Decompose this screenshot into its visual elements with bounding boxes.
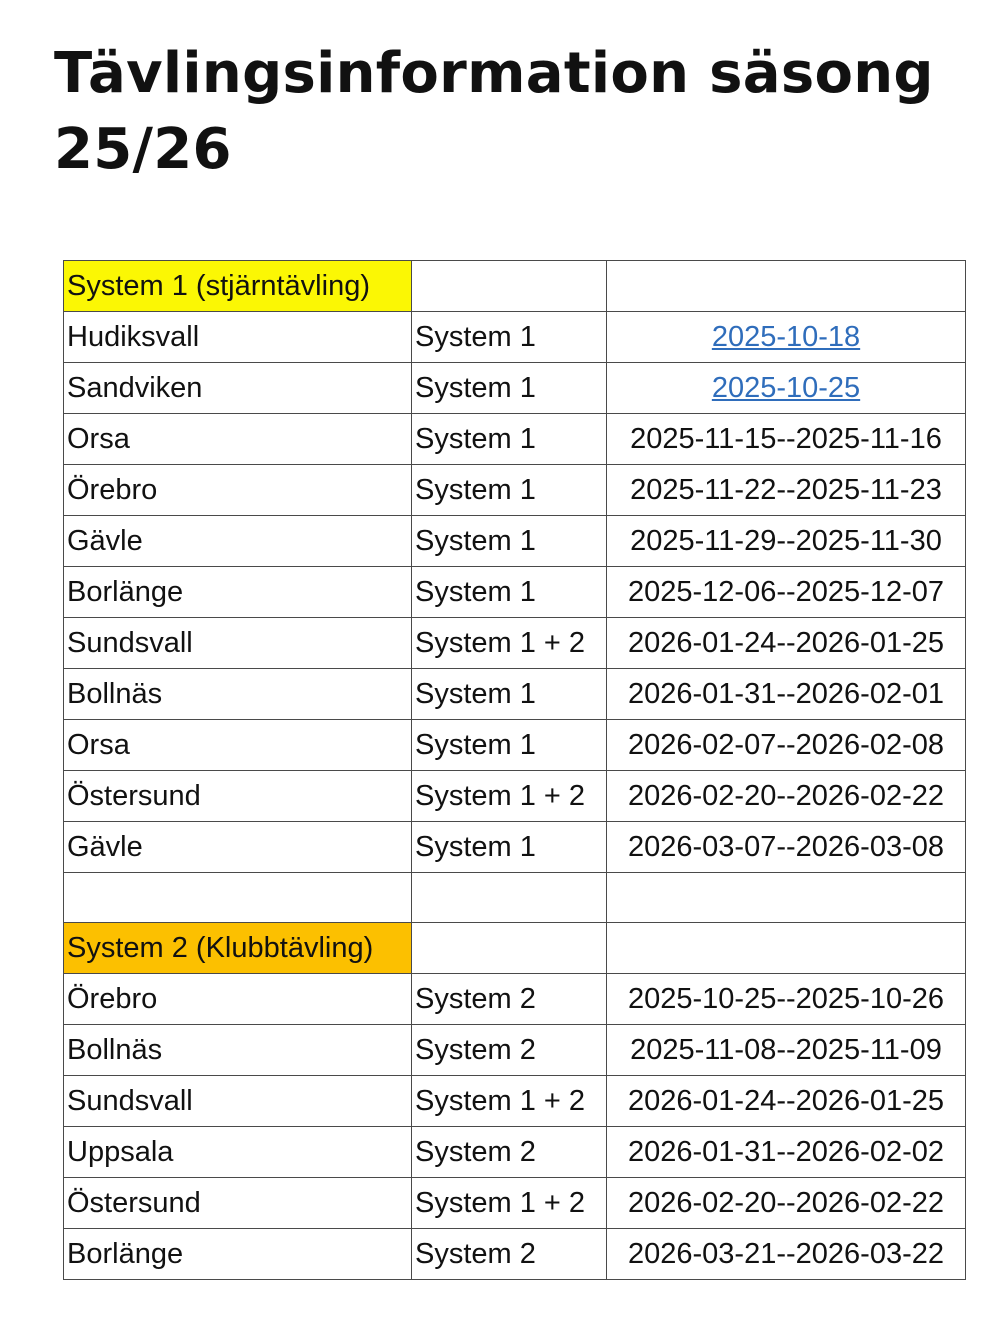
system-cell: System 1 [412,465,607,516]
location-cell: Sundsvall [64,618,412,669]
system1-header-row [64,261,966,312]
system2-header-label: System 2 (Klubbtävling) [64,923,412,974]
location-cell: Orsa [64,414,412,465]
date-cell: 2026-01-24--2026-01-25 [607,1076,966,1127]
table-row [64,822,966,873]
competition-table [63,260,966,1280]
empty-cell [607,873,966,923]
location-cell: Östersund [64,1178,412,1229]
date-cell: 2026-01-31--2026-02-02 [607,1127,966,1178]
date-cell: 2026-03-07--2026-03-08 [607,822,966,873]
location-cell: Östersund [64,771,412,822]
system-cell: System 2 [412,1229,607,1280]
location-cell: Sandviken [64,363,412,414]
date-cell: 2025-11-22--2025-11-23 [607,465,966,516]
date-cell: 2026-02-07--2026-02-08 [607,720,966,771]
system-cell: System 2 [412,974,607,1025]
table-row [64,669,966,720]
system-cell: System 1 [412,312,607,363]
table-row [64,1178,966,1229]
system-cell: System 1 [412,414,607,465]
table-body [64,261,966,1280]
date-cell: 2025-11-15--2025-11-16 [607,414,966,465]
date-cell: 2026-01-24--2026-01-25 [607,618,966,669]
system-cell: System 2 [412,1025,607,1076]
location-cell: Borlänge [64,1229,412,1280]
date-link[interactable]: 2025-10-25 [711,372,861,404]
page-title: Tävlingsinformation säsong 25/26 [54,41,934,182]
location-cell: Borlänge [64,567,412,618]
system-cell: System 1 [412,363,607,414]
table-row [64,312,966,363]
system-cell: System 1 [412,720,607,771]
date-cell: 2025-12-06--2025-12-07 [607,567,966,618]
location-cell: Gävle [64,516,412,567]
table-row [64,771,966,822]
empty-cell [64,873,412,923]
date-cell: 2025-11-29--2025-11-30 [607,516,966,567]
location-cell: Uppsala [64,1127,412,1178]
date-cell: 2026-03-21--2026-03-22 [607,1229,966,1280]
empty-cell [607,261,966,312]
date-cell: 2025-11-08--2025-11-09 [607,1025,966,1076]
date-cell: 2026-01-31--2026-02-01 [607,669,966,720]
table-row [64,720,966,771]
table-row [64,1076,966,1127]
system-cell: System 1 + 2 [412,1076,607,1127]
date-link[interactable]: 2025-10-18 [711,321,861,353]
location-cell: Bollnäs [64,1025,412,1076]
location-cell: Orsa [64,720,412,771]
spacer-row [64,873,966,923]
location-cell: Bollnäs [64,669,412,720]
table-row [64,567,966,618]
system-cell: System 2 [412,1127,607,1178]
table-row [64,465,966,516]
system-cell: System 1 + 2 [412,618,607,669]
empty-cell [412,873,607,923]
empty-cell [412,923,607,974]
system-cell: System 1 [412,822,607,873]
date-cell [607,312,966,363]
system-cell: System 1 [412,669,607,720]
system-cell: System 1 + 2 [412,1178,607,1229]
table-row [64,1025,966,1076]
table-row [64,414,966,465]
location-cell: Gävle [64,822,412,873]
system2-header-row [64,923,966,974]
table-row [64,1229,966,1280]
date-cell: 2025-10-25--2025-10-26 [607,974,966,1025]
table-row [64,974,966,1025]
table-row [64,516,966,567]
empty-cell [607,923,966,974]
location-cell: Örebro [64,974,412,1025]
date-cell: 2026-02-20--2026-02-22 [607,1178,966,1229]
date-cell: 2026-02-20--2026-02-22 [607,771,966,822]
table-row [64,363,966,414]
table-row [64,1127,966,1178]
location-cell: Hudiksvall [64,312,412,363]
location-cell: Örebro [64,465,412,516]
date-cell [607,363,966,414]
location-cell: Sundsvall [64,1076,412,1127]
system1-header-label: System 1 (stjärntävling) [64,261,412,312]
system-cell: System 1 [412,567,607,618]
system-cell: System 1 + 2 [412,771,607,822]
empty-cell [412,261,607,312]
table-row [64,618,966,669]
system-cell: System 1 [412,516,607,567]
